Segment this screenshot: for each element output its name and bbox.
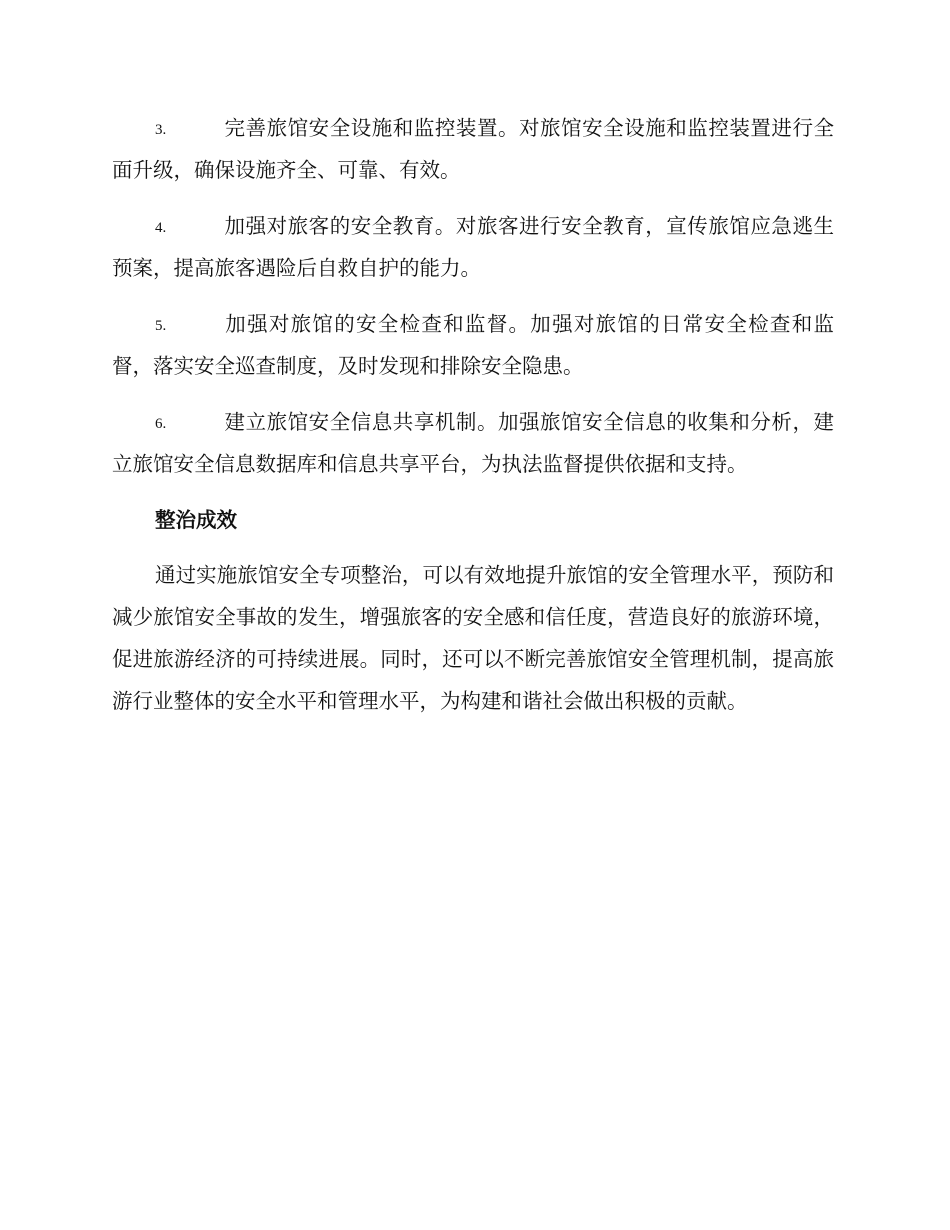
list-item-text: 加强对旅客的安全教育。对旅客进行安全教育，宣传旅馆应急逃生预案，提高旅客遇险后自救自护的能力。 — [112, 214, 834, 280]
list-item-number: 4. — [155, 220, 167, 236]
document-body — [112, 108, 834, 722]
list-item-number: 3. — [155, 122, 167, 138]
section-paragraph: 通过实施旅馆安全专项整治，可以有效地提升旅馆的安全管理水平，预防和减少旅馆安全事故的发生，增强旅客的安全感和信任度，营造良好的旅游环境，促进旅游经济的可持续进展。同时，还可以不断完善旅馆安全管理机制，提高旅游行业整体的安全水平和管理水平，为构建和谐社会做出积极的贡献。 — [112, 563, 834, 713]
list-item-number: 5. — [155, 318, 167, 334]
list-item-number: 6. — [155, 416, 167, 432]
list-item — [112, 108, 834, 190]
section-heading: 整治成效 — [155, 508, 237, 532]
list-item — [112, 206, 834, 288]
list-item — [112, 304, 834, 386]
list-item — [112, 402, 834, 484]
list-item-text: 加强对旅馆的安全检查和监督。加强对旅馆的日常安全检查和监督，落实安全巡查制度，及时发现和排除安全隐患。 — [112, 312, 834, 378]
list-item-text: 完善旅馆安全设施和监控装置。对旅馆安全设施和监控装置进行全面升级，确保设施齐全、可靠、有效。 — [112, 116, 834, 182]
list-item-text: 建立旅馆安全信息共享机制。加强旅馆安全信息的收集和分析，建立旅馆安全信息数据库和信息共享平台，为执法监督提供依据和支持。 — [112, 410, 834, 476]
